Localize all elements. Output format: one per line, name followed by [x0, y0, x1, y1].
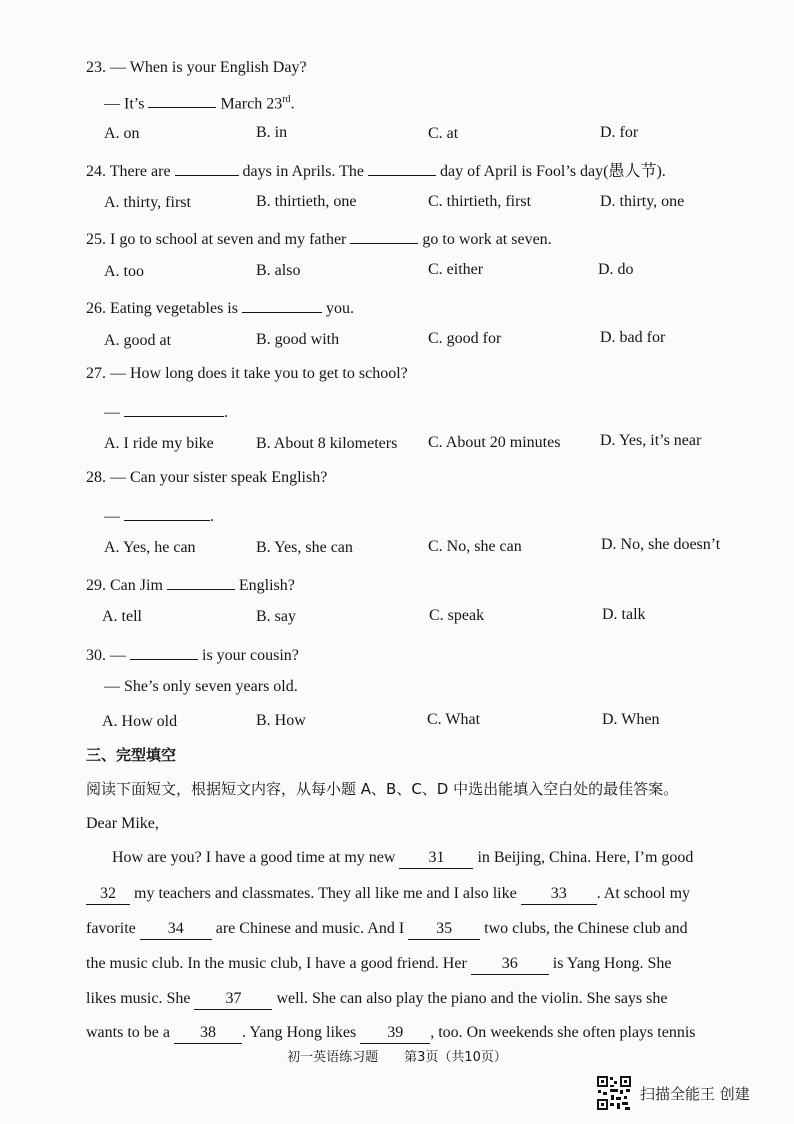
q24-blank-2 [368, 158, 436, 176]
passage-text: , too. On weekends she often plays tennis [430, 1024, 696, 1041]
q30-answer-line: — She’s only seven years old. [104, 678, 298, 695]
blank-31: 31 [399, 848, 473, 869]
q27-dash: — [104, 404, 120, 421]
q30-option-b: B. How [256, 712, 306, 729]
q25-option-a: A. too [104, 263, 144, 280]
passage-text: in Beijing, China. Here, I’m good [477, 849, 694, 866]
q23-blank [148, 90, 216, 108]
q26-option-c: C. good for [428, 330, 502, 347]
passage-text: are Chinese and music. And I [215, 920, 405, 937]
q30-stem [86, 642, 299, 666]
blank-37: 37 [194, 989, 272, 1010]
q24-option-c: C. thirtieth, first [428, 193, 532, 210]
passage-line-6 [86, 1023, 750, 1044]
q28-option-c: C. No, she can [428, 538, 522, 555]
passage-text: two clubs, the Chinese club and [484, 920, 688, 937]
q24-text-a: 24. There are [86, 163, 171, 180]
q29-option-c: C. speak [429, 607, 485, 624]
passage-text: is Yang Hong. She [552, 955, 672, 972]
passage-line-3 [86, 919, 750, 940]
q26-option-a: A. good at [104, 332, 172, 349]
q27-answer-line [104, 399, 228, 423]
q27-option-c: C. About 20 minutes [428, 434, 561, 451]
passage-text: . At school my [596, 885, 691, 902]
q26-text-b: you. [325, 300, 354, 317]
q28-answer-line [104, 503, 214, 527]
q23-sup: rd [282, 94, 291, 105]
q29-option-d: D. talk [602, 606, 646, 623]
q25-text-a: 25. I go to school at seven and my father [86, 231, 347, 248]
q26-option-b: B. good with [256, 331, 340, 348]
q26-text-a: 26. Eating vegetables is [86, 300, 238, 317]
section-heading: 三、完型填空 [86, 746, 177, 764]
blank-36: 36 [471, 954, 549, 975]
q24-text-b: days in Aprils. The [242, 163, 365, 180]
q28-blank [124, 503, 210, 521]
q26-option-d: D. bad for [600, 329, 666, 346]
q25-text-b: go to work at seven. [422, 231, 552, 248]
q30-text-a: 30. — [86, 647, 126, 664]
passage-text: favorite [86, 920, 136, 937]
blank-38: 38 [174, 1023, 242, 1044]
passage-line-2 [86, 884, 750, 905]
passage-line-5 [86, 989, 750, 1010]
q25-option-c: C. either [428, 261, 484, 278]
q23-stem: 23. — When is your English Day? [86, 59, 307, 76]
q28-stem: 28. — Can your sister speak English? [86, 469, 328, 486]
blank-39: 39 [360, 1023, 430, 1044]
q28-option-d: D. No, she doesn’t [601, 536, 721, 553]
q23-period: . [290, 95, 295, 113]
q26-blank [242, 295, 322, 313]
q29-stem [86, 572, 295, 596]
q29-text-b: English? [238, 577, 295, 594]
q30-option-c: C. What [427, 711, 481, 728]
q25-stem [86, 226, 552, 250]
q27-stem: 27. — How long does it take you to get to school? [86, 365, 408, 382]
q27-period: . [224, 404, 228, 421]
passage-line-1 [112, 848, 750, 869]
q29-option-a: A. tell [102, 608, 142, 625]
passage-text: . Yang Hong likes [241, 1024, 357, 1041]
passage-text: How are you? I have a good time at my new [112, 849, 396, 866]
blank-33: 33 [521, 884, 597, 905]
q30-blank [130, 642, 198, 660]
q27-option-d: D. Yes, it’s near [600, 432, 702, 449]
passage-line-4 [86, 954, 750, 975]
letter-salutation: Dear Mike, [86, 815, 159, 832]
q28-option-b: B. Yes, she can [256, 539, 353, 556]
q23-date: March 23 [220, 95, 283, 113]
q30-option-a: A. How old [102, 713, 178, 730]
passage-text: well. She can also play the piano and the violin. She says she [276, 990, 668, 1007]
q24-option-d: D. thirty, one [600, 193, 685, 210]
q23-option-b: B. in [256, 124, 288, 141]
passage-text: my teachers and classmates. They all like me and I also like [134, 885, 517, 902]
q29-text-a: 29. Can Jim [86, 577, 163, 594]
q23-option-c: C. at [428, 125, 459, 142]
q27-option-a: A. I ride my bike [104, 435, 214, 452]
q24-stem [86, 158, 666, 182]
q23-option-d: D. for [600, 124, 639, 141]
q23-dash: — It’s [104, 95, 145, 113]
q24-option-a: A. thirty, first [104, 194, 191, 211]
q29-option-b: B. say [256, 608, 296, 625]
q25-blank [350, 226, 418, 244]
section-instruction: 阅读下面短文，根据短文内容，从每小题 A、B、C、D 中选出能填入空白处的最佳答案。 [86, 780, 679, 798]
q25-option-d: D. do [598, 261, 634, 278]
blank-32: 32 [86, 884, 130, 905]
blank-34: 34 [140, 919, 212, 940]
passage-text: likes music. She [86, 990, 191, 1007]
q24-text-c: day of April is Fool’s day(愚人节). [440, 163, 666, 180]
q23-answer-line [104, 90, 295, 114]
q26-stem [86, 295, 354, 319]
q24-blank-1 [175, 158, 239, 176]
page-footer: 初一英语练习题 第3页（共10页） [287, 1050, 507, 1065]
q28-option-a: A. Yes, he can [104, 539, 196, 556]
q27-blank [124, 399, 224, 417]
q28-period: . [210, 508, 214, 525]
q25-option-b: B. also [256, 262, 301, 279]
q29-blank [167, 572, 235, 590]
passage-text: the music club. In the music club, I have a good friend. Her [86, 955, 467, 972]
q28-dash: — [104, 508, 120, 525]
q30-text-b: is your cousin? [202, 647, 299, 664]
q30-option-d: D. When [602, 711, 660, 728]
scanner-watermark: 扫描全能王 创建 [640, 1085, 750, 1103]
q27-option-b: B. About 8 kilometers [256, 435, 398, 452]
q23-option-a: A. on [104, 125, 140, 142]
qr-code-icon [596, 1075, 632, 1111]
q24-option-b: B. thirtieth, one [256, 193, 357, 210]
blank-35: 35 [408, 919, 480, 940]
passage-text: wants to be a [86, 1024, 170, 1041]
